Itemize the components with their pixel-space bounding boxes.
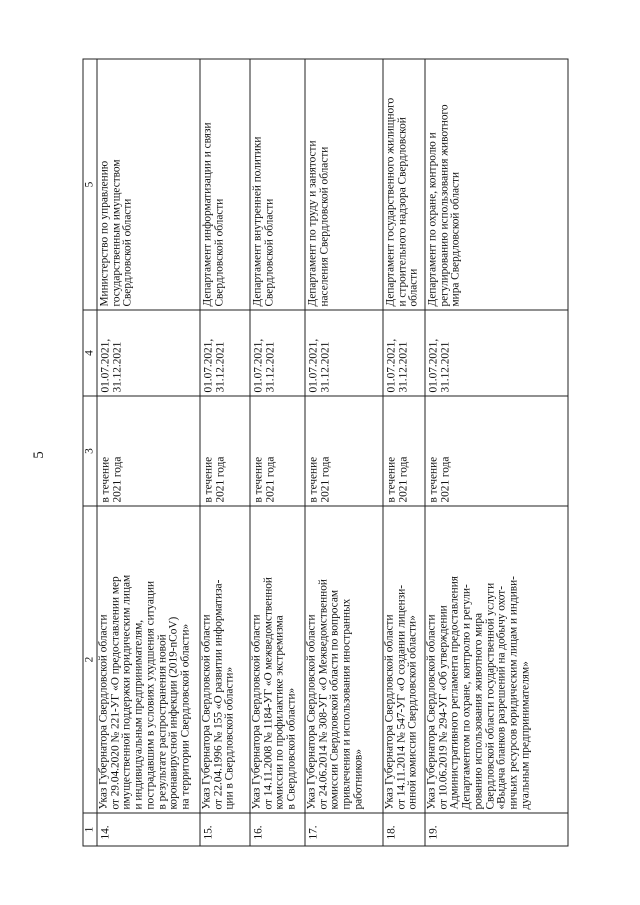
text-line: 01.07.2021, <box>385 338 398 393</box>
text-line: в течение <box>385 456 398 503</box>
text-line: в результате распространения новой <box>156 634 169 810</box>
text-line: 2021 года <box>264 456 277 503</box>
responsible-body-cell <box>200 59 250 310</box>
column-number-header: 4 <box>83 310 97 396</box>
text-line: в течение <box>252 456 265 503</box>
report-dates-cell <box>97 310 200 396</box>
text-line: Указ Губернатора Свердловской области <box>200 614 213 810</box>
document-title-cell <box>200 506 250 813</box>
text-line: пострадавшим в условиях ухудшения ситуации <box>144 580 157 810</box>
execution-term-cell <box>200 396 250 506</box>
measures-table <box>83 59 569 847</box>
table-row <box>250 59 305 846</box>
text-line: комиссии по профилактике экстремизма <box>273 615 286 810</box>
text-line: Департамент внутренней политики <box>251 136 264 307</box>
execution-term-cell <box>383 396 425 506</box>
text-line: области <box>407 268 420 307</box>
text-line: государственным имуществом <box>110 159 123 307</box>
text-line: на территории Свердловской области» <box>179 623 192 810</box>
execution-term-cell <box>305 396 383 506</box>
report-dates-cell <box>250 310 305 396</box>
table-row <box>200 59 250 846</box>
text-line: 2021 года <box>397 456 410 503</box>
text-line: и индивидуальным предпринимателям, <box>132 619 145 810</box>
document-title-cell <box>305 506 383 813</box>
text-line: регулированию использования животного <box>438 104 451 307</box>
page-number: 5 <box>31 451 47 459</box>
text-line: Свердловской области <box>213 198 226 307</box>
text-line: ничьих ресурсов юридическим лицам и индиви- <box>507 576 520 810</box>
text-line: имущественной поддержки юридическим лицам <box>120 574 133 810</box>
text-line: привлечения и использования иностранных <box>340 598 353 810</box>
text-line: 2021 года <box>439 456 452 503</box>
table-row <box>383 59 425 846</box>
text-line: от 10.06.2019 № 294-УГ «Об утверждении <box>437 605 450 810</box>
report-dates-cell <box>200 310 250 396</box>
text-line: и строительного надзора Свердловской <box>396 117 409 307</box>
text-line: Департамент по охране, контролю и <box>426 132 439 307</box>
text-line: от 14.11.2008 № 1184-УГ «О межведомственной <box>262 577 275 810</box>
text-line: онной комиссии Свердловской области» <box>406 615 419 810</box>
row-number: 14. <box>97 813 200 846</box>
text-line: 2021 года <box>214 456 227 503</box>
column-number-header: 3 <box>83 396 97 506</box>
table-row <box>97 59 200 846</box>
report-dates-cell <box>383 310 425 396</box>
text-line: населения Свердловской области <box>318 146 331 307</box>
row-number: 15. <box>200 813 250 846</box>
text-line: коронавирусной инфекции (2019-nCoV) <box>167 616 180 810</box>
responsible-body-cell <box>97 59 200 310</box>
text-line: в течение <box>99 456 112 503</box>
text-line: 01.07.2021, <box>252 338 265 393</box>
text-line: рованию использования животного мира <box>472 612 485 810</box>
column-number-header: 2 <box>83 506 97 813</box>
header-row <box>83 59 97 846</box>
text-line: работников» <box>352 749 365 810</box>
table-row <box>305 59 383 846</box>
text-line: от 22.04.1996 № 155 «О развитии информатиза- <box>212 579 225 810</box>
responsible-body-cell <box>383 59 425 310</box>
text-line: 01.07.2021, <box>99 338 112 393</box>
text-line: от 14.11.2014 № 547-УГ «О создании лицензи- <box>395 585 408 810</box>
report-dates-cell <box>425 310 568 396</box>
text-line: Указ Губернатора Свердловской области <box>97 614 110 810</box>
execution-term-cell <box>425 396 568 506</box>
text-line: в течение <box>427 456 440 503</box>
table-row <box>425 59 568 846</box>
text-line: дуальным предпринимателям» <box>519 661 532 810</box>
row-number: 19. <box>425 813 568 846</box>
text-line: в течение <box>202 456 215 503</box>
text-line: Свердловской области <box>121 198 134 307</box>
document-title-cell <box>425 506 568 813</box>
text-line: от 24.06.2014 № 308-УГ «О Межведомственной <box>317 579 330 810</box>
document-title-cell <box>250 506 305 813</box>
text-line: в Свердловской области» <box>285 687 298 810</box>
document-title-cell <box>97 506 200 813</box>
responsible-body-cell <box>425 59 568 310</box>
text-line: 31.12.2021 <box>214 341 227 393</box>
text-line: «Выдача бланков разрешений на добычу охот- <box>495 585 508 810</box>
text-line: Министерство по управлению <box>98 160 111 307</box>
text-line: мира Свердловской области <box>449 171 462 307</box>
text-line: 01.07.2021, <box>307 338 320 393</box>
text-line: 01.07.2021, <box>427 338 440 393</box>
text-line: Указ Губернатора Свердловской области <box>425 614 438 810</box>
text-line: Департамент информатизации и связи <box>201 122 214 307</box>
text-line: ции в Свердловской области» <box>223 666 236 810</box>
text-line: в течение <box>307 456 320 503</box>
text-line: 31.12.2021 <box>111 341 124 393</box>
column-number-header: 1 <box>83 813 97 846</box>
row-number: 16. <box>250 813 305 846</box>
execution-term-cell <box>250 396 305 506</box>
text-line: Указ Губернатора Свердловской области <box>250 614 263 810</box>
document-table-rotated <box>83 60 569 847</box>
text-line: Свердловской области <box>263 198 276 307</box>
responsible-body-cell <box>250 59 305 310</box>
report-dates-cell <box>305 310 383 396</box>
text-line: 31.12.2021 <box>264 341 277 393</box>
responsible-body-cell <box>305 59 383 310</box>
column-number-header: 5 <box>83 59 97 310</box>
text-line: Указ Губернатора Свердловской области <box>383 614 396 810</box>
text-line: Департаментом по охране, контролю и регули- <box>460 584 473 810</box>
text-line: Административного регламента предоставления <box>448 576 461 810</box>
text-line: 31.12.2021 <box>439 341 452 393</box>
text-line: 01.07.2021, <box>202 338 215 393</box>
text-line: комиссии Свердловской области по вопросам <box>328 590 341 810</box>
text-line: 31.12.2021 <box>319 341 332 393</box>
text-line: 2021 года <box>111 456 124 503</box>
text-line: 31.12.2021 <box>397 341 410 393</box>
text-line: Свердловской области государственной услуги <box>484 582 497 810</box>
text-line: Указ Губернатора Свердловской области <box>305 614 318 810</box>
document-title-cell <box>383 506 425 813</box>
row-number: 18. <box>383 813 425 846</box>
text-line: 2021 года <box>319 456 332 503</box>
text-line: Департамент по труду и занятости <box>306 140 319 307</box>
text-line: от 29.04.2020 № 221-УГ «О предоставлении мер <box>109 576 122 810</box>
text-line: Департамент государственного жилищного <box>384 97 397 307</box>
row-number: 17. <box>305 813 383 846</box>
execution-term-cell <box>97 396 200 506</box>
